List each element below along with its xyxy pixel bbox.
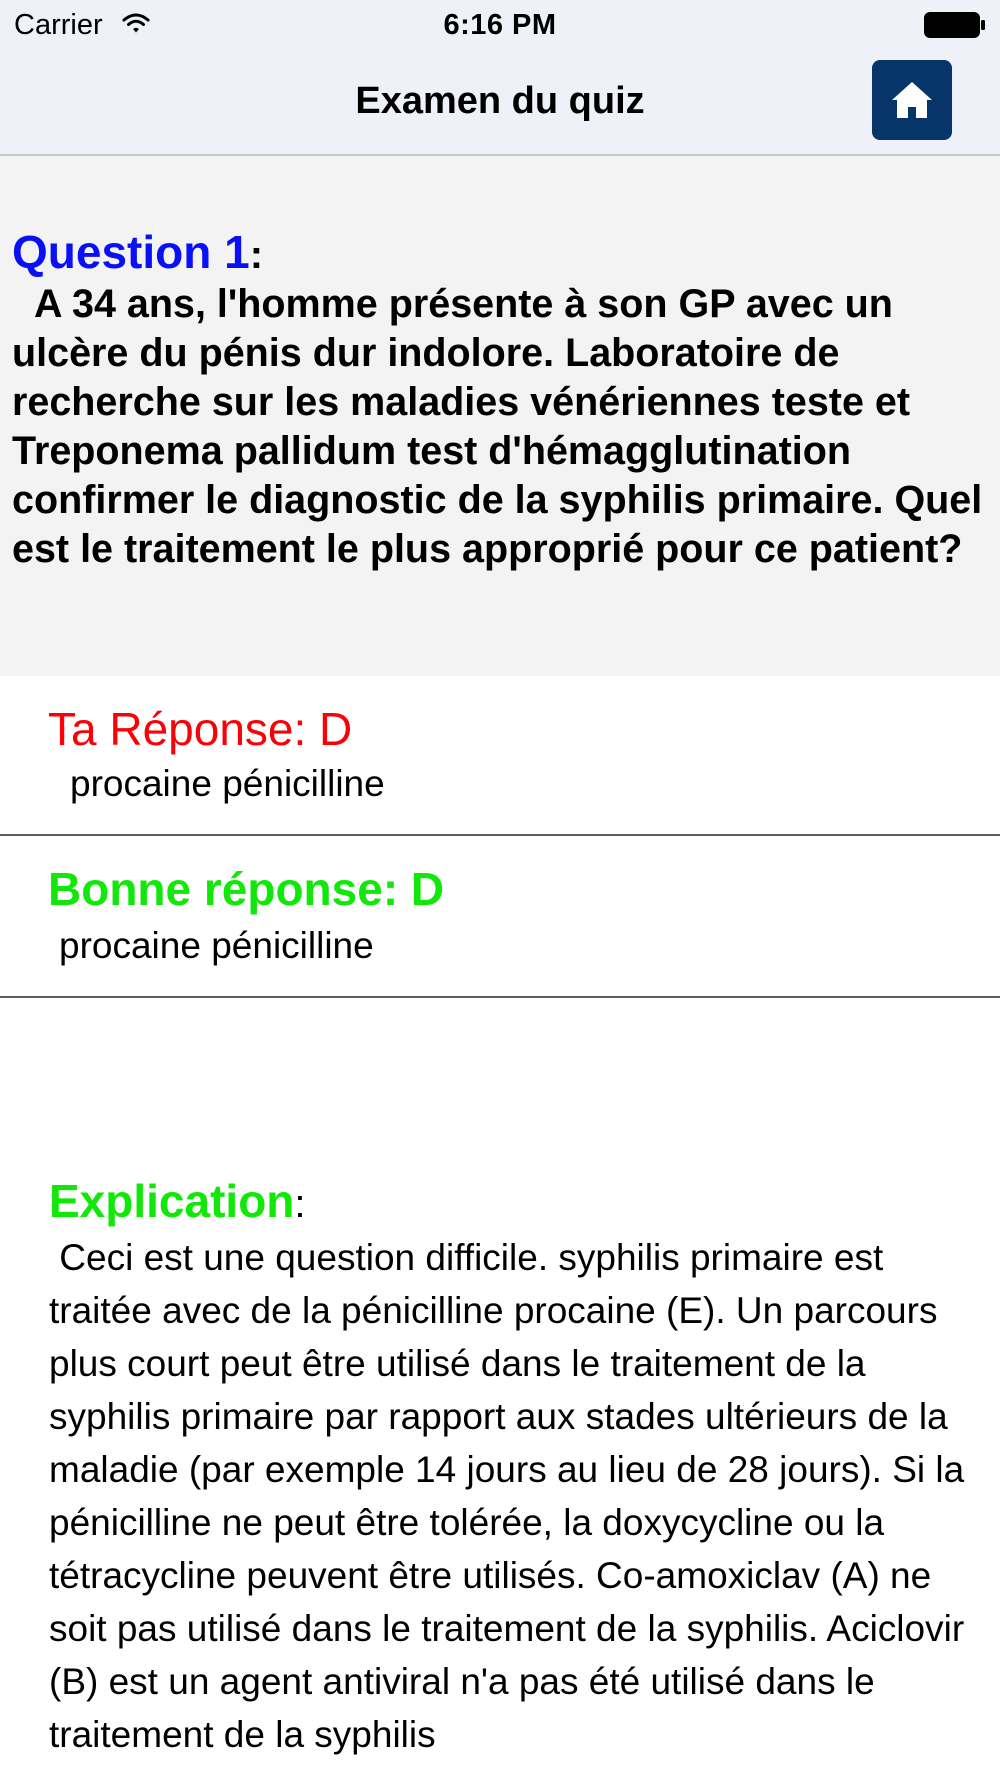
clock: 6:16 PM <box>443 9 557 41</box>
battery-icon <box>924 12 986 38</box>
correct-answer-label: Bonne réponse: D <box>48 863 445 915</box>
carrier-label: Carrier <box>14 9 103 41</box>
your-answer-text: procaine pénicilline <box>70 763 385 804</box>
question-section <box>0 156 1000 676</box>
question-number: Question 1 <box>12 226 250 278</box>
explanation-colon: : <box>294 1182 306 1226</box>
explanation-heading: Explication <box>49 1175 295 1227</box>
home-icon <box>890 78 934 122</box>
explanation-text: Ceci est une question difficile. syphilis primaire est traitée avec de la pénicilline procaine (E). Un parcours plus court peut être utilisé dans le traitement de la syphilis primaire par rapport aux stades ultérieurs de la maladie (par exemple 14 jours au lieu de 28 jours). Si la pénicilline ne peut être tolérée, la doxycycline ou la tétracycline peuvent être utilisés. Co-amoxiclav (A) ne soit pas utilisé dans le traitement de la syphilis. Aciclovir (B) est un agent antiviral n'a pas été utilisé dans le traitement de la syphilis <box>49 1237 975 1755</box>
navigation-bar <box>0 50 1000 156</box>
question-colon: : <box>249 233 264 277</box>
home-button[interactable] <box>872 60 952 140</box>
page-title: Examen du quiz <box>355 80 645 122</box>
your-answer-row <box>0 676 1000 836</box>
status-bar <box>0 0 1000 50</box>
your-answer-label: Ta Réponse: D <box>48 703 353 755</box>
explanation-section <box>49 1172 984 1761</box>
correct-answer-text: procaine pénicilline <box>59 925 374 966</box>
correct-answer-row <box>0 836 1000 998</box>
question-text: A 34 ans, l'homme présente à son GP avec un ulcère du pénis dur indolore. Laboratoire de recherche sur les maladies vénériennes teste et Treponema pallidum test d'hémagglutination confirmer le diagnostic de la syphilis primaire. Quel est le traitement le plus approprié pour ce patient? <box>12 282 994 571</box>
question-body <box>12 224 997 574</box>
